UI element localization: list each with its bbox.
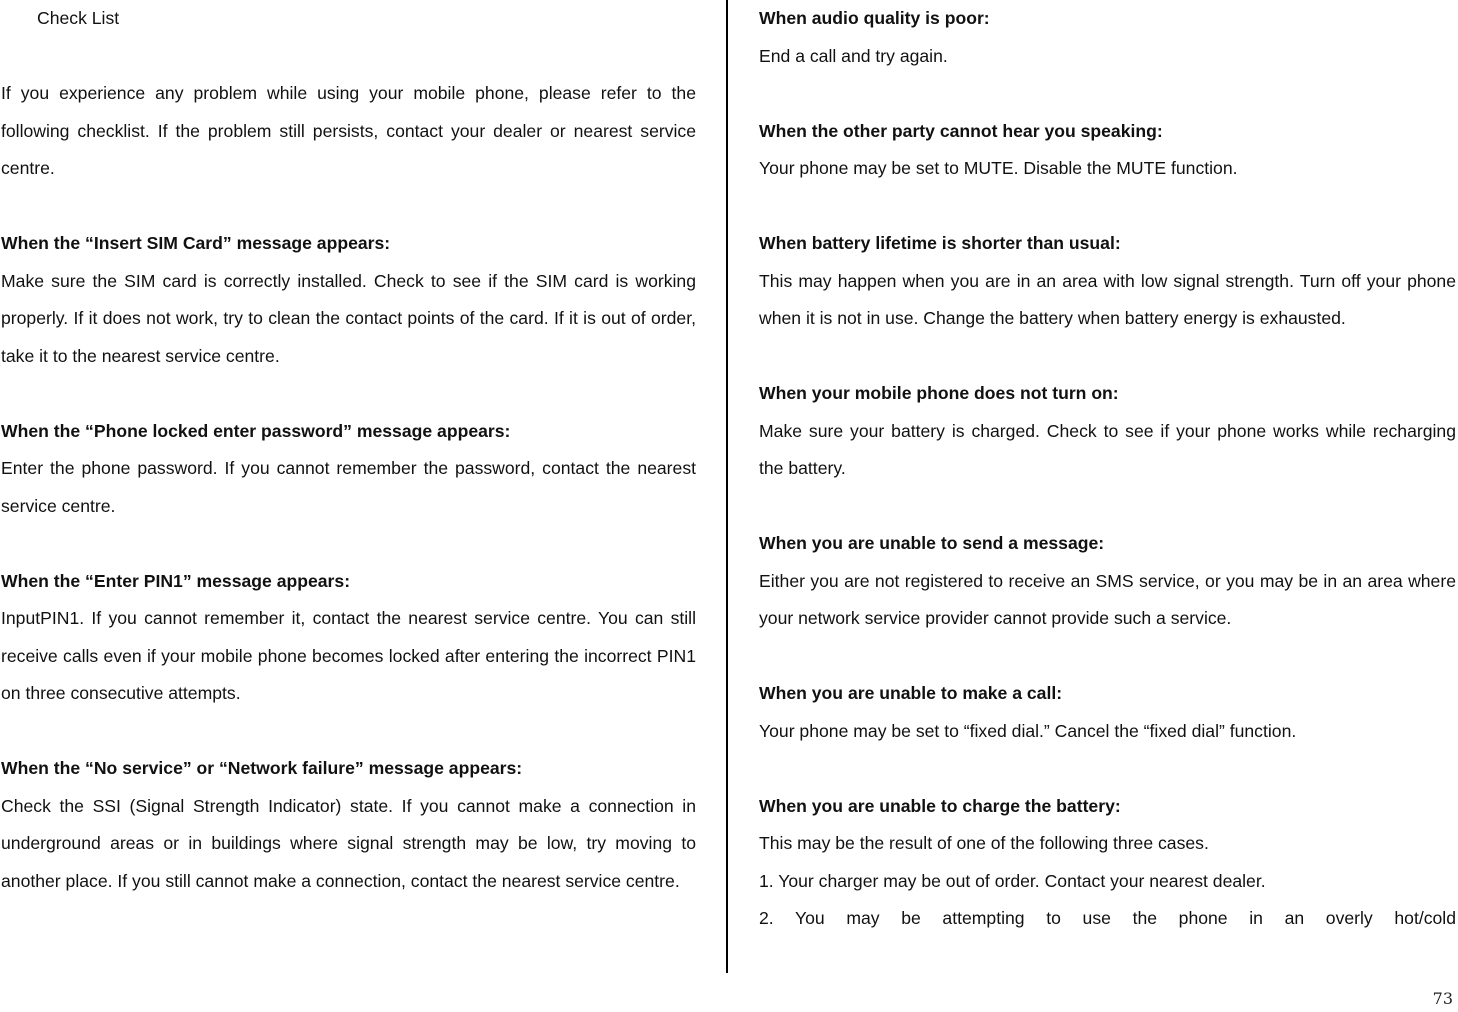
- spacer: [1, 375, 696, 413]
- section-body: Enter the phone password. If you cannot remember the password, contact the nearest service centre.: [1, 458, 696, 516]
- spacer: [759, 75, 1456, 113]
- section-body: Check the SSI (Signal Strength Indicator) state. If you cannot make a connection in underground areas or in buildings where signal strength may be low, try moving to another place. If you still cannot make a connection, contact the nearest service centre.: [1, 795, 696, 891]
- section-body: Make sure the SIM card is correctly installed. Check to see if the SIM card is working properly. If it does not work, try to clean the contact points of the card. If it is out of order, take it to the nearest service centre.: [1, 270, 696, 366]
- list-item: 1. Your charger may be out of order. Contact your nearest dealer.: [759, 870, 1266, 891]
- section-heading: When the “No service” or “Network failure” message appears:: [1, 758, 523, 778]
- section-heading: When you are unable to send a message:: [759, 533, 1105, 553]
- section-heading: When your mobile phone does not turn on:: [759, 383, 1119, 403]
- section-heading: When you are unable to charge the battery:: [759, 795, 1121, 816]
- section-heading: When you are unable to make a call:: [759, 683, 1063, 703]
- spacer: [1, 525, 696, 563]
- section-body: Your phone may be set to MUTE. Disable the MUTE function.: [759, 158, 1238, 178]
- section-body: This may be the result of one of the following three cases.: [759, 833, 1209, 853]
- page-number: 73: [1432, 989, 1453, 1008]
- spacer: [1, 713, 696, 751]
- section-heading: When the other party cannot hear you speaking:: [759, 120, 1163, 141]
- right-column: [759, 0, 1456, 938]
- section-heading: When audio quality is poor:: [759, 8, 990, 28]
- spacer: [759, 488, 1456, 526]
- spacer: [759, 638, 1456, 676]
- section-heading: When the “Enter PIN1” message appears:: [1, 570, 351, 591]
- section-heading: When the “Insert SIM Card” message appears:: [1, 233, 391, 253]
- section-heading: When battery lifetime is shorter than usual:: [759, 233, 1121, 253]
- left-column: [1, 0, 696, 900]
- page-title: Check List: [37, 8, 120, 28]
- section-body: End a call and try again.: [759, 45, 948, 66]
- intro-paragraph: If you experience any problem while using your mobile phone, please refer to the following checklist. If the problem still persists, contact your dealer or nearest service centre.: [1, 83, 696, 178]
- spacer: [759, 338, 1456, 376]
- section-heading: When the “Phone locked enter password” message appears:: [1, 420, 511, 441]
- column-divider: [726, 0, 728, 973]
- spacer: [759, 750, 1456, 788]
- section-body: InputPIN1. If you cannot remember it, contact the nearest service centre. You can still receive calls even if your mobile phone becomes locked after entering the incorrect PIN1 on three consecutive attempts.: [1, 608, 696, 703]
- spacer: [759, 188, 1456, 226]
- list-item: 2. You may be attempting to use the phone in an overly hot/cold: [759, 908, 1456, 928]
- section-body: Make sure your battery is charged. Check to see if your phone works while recharging the battery.: [759, 420, 1456, 478]
- section-body: This may happen when you are in an area with low signal strength. Turn off your phone when it is not in use. Change the battery when battery energy is exhausted.: [759, 270, 1456, 328]
- spacer: [1, 188, 696, 226]
- section-body: Either you are not registered to receive an SMS service, or you may be in an area where your network service provider cannot provide such a service.: [759, 570, 1456, 628]
- spacer: [1, 38, 696, 76]
- section-body: Your phone may be set to “fixed dial.” Cancel the “fixed dial” function.: [759, 720, 1297, 741]
